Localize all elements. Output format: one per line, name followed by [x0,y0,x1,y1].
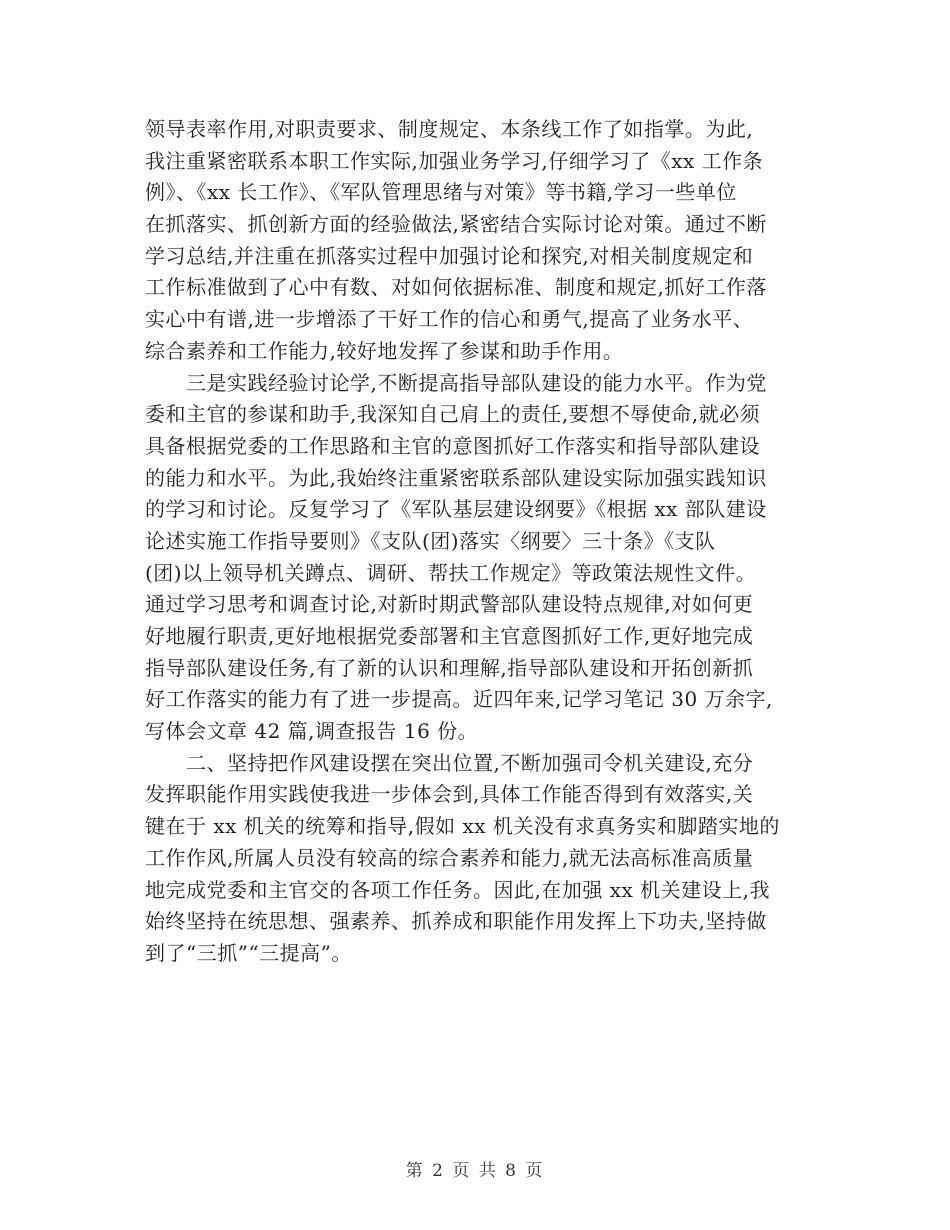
text-line: 三是实践经验讨论学,不断提高指导部队建设的能力水平。作为党 [145,370,767,395]
page-number-footer: 第 2 页 共 8 页 [405,1161,545,1181]
text-line: 地完成党委和主官交的各项工作任务。因此,在加强 xx 机关建设上,我 [145,877,770,902]
text-line: 领导表率作用,对职责要求、制度规定、本条线工作了如指掌。为此, [145,117,754,141]
text-line: 始终坚持在统思想、强素养、抓养成和职能作用发挥上下功夫,坚持做 [145,909,767,934]
text-line: 指导部队建设任务,有了新的认识和理解,指导部队建设和开拓创新抓 [145,655,754,680]
text-line: 键在于 xx 机关的统筹和指导,假如 xx 机关没有求真务实和脚踏实地的 [145,814,780,839]
text-line: 写体会文章 42 篇,调查报告 16 份。 [145,719,479,744]
text-line: 到了“三抓”“三提高”。 [145,940,352,965]
text-line: 工作标准做到了心中有数、对如何依据标准、制度和规定,抓好工作落 [145,275,767,300]
text-line: 论述实施工作指导要则》《支队(团)落实〈纲要〉三十条》《支队 [145,528,716,553]
text-line: 我注重紧密联系本职工作实际,加强业务学习,仔细学习了《xx 工作条 [145,148,764,173]
text-line: (团)以上领导机关蹲点、调研、帮扶工作规定》等政策法规性文件。 [145,560,757,585]
text-line: 工作作风,所属人员没有较高的综合素养和能力,就无法高标准高质量 [145,845,754,870]
text-line: 综合素养和工作能力,较好地发挥了参谋和助手作用。 [145,338,624,363]
text-line: 发挥职能作用实践使我进一步体会到,具体工作能否得到有效落实,关 [145,782,754,807]
text-line: 的学习和讨论。反复学习了《军队基层建设纲要》《根据 xx 部队建设 [145,497,767,522]
text-line: 的能力和水平。为此,我始终注重紧密联系部队建设实际加强实践知识 [145,465,767,490]
text-line: 通过学习思考和调查讨论,对新时期武警部队建设特点规律,对如何更 [145,592,754,617]
text-line: 二、坚持把作风建设摆在突出位置,不断加强司令机关建设,充分 [145,750,754,775]
text-line: 实心中有谱,进一步增添了干好工作的信心和勇气,提高了业务水平、 [145,307,754,332]
text-line: 例》、《xx 长工作》、《军队管理思绪与对策》等书籍,学习一些单位 [145,180,737,205]
text-line: 好工作落实的能力有了进一步提高。近四年来,记学习笔记 30 万余字, [145,687,773,712]
text-line: 好地履行职责,更好地根据党委部署和主官意图抓好工作,更好地完成 [145,624,754,648]
text-line: 在抓落实、抓创新方面的经验做法,紧密结合实际讨论对策。通过不断 [145,212,767,237]
text-line: 学习总结,并注重在抓落实过程中加强讨论和探究,对相关制度规定和 [145,243,754,268]
text-line: 具备根据党委的工作思路和主官的意图抓好工作落实和指导部队建设 [145,433,760,458]
text-line: 委和主官的参谋和助手,我深知自己肩上的责任,要想不辱使命,就必须 [145,402,761,427]
body-text [145,114,810,970]
